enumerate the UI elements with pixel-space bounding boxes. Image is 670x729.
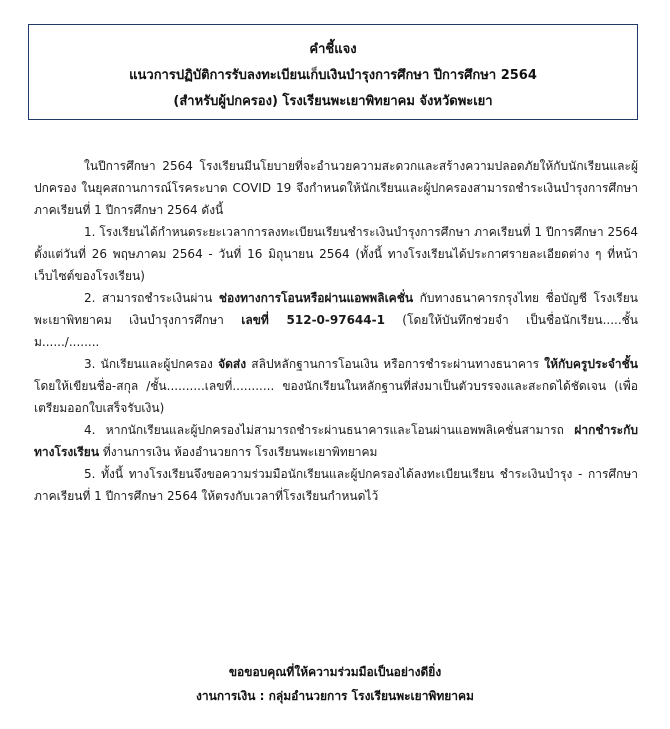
- item-4-text-2: ที่งานการเงิน ห้องอำนวยการ โรงเรียนพะเยาพิทยาคม: [99, 445, 378, 459]
- page-subtitle: แนวการปฏิบัติการรับลงทะเบียนเก็บเงินบำรุงการศึกษา ปีการศึกษา 2564: [129, 68, 537, 83]
- signoff: [0, 660, 670, 708]
- item-3-text-2: สลิปหลักฐานการโอนเงิน หรือการชำระผ่านทางธนาคาร: [246, 357, 545, 371]
- page-scope: (สำหรับผู้ปกครอง) โรงเรียนพะเยาพิทยาคม จังหวัดพะเยา: [173, 94, 493, 109]
- item-5: 5. ทั้งนี้ ทางโรงเรียนจึงขอความร่วมมือนักเรียนและผู้ปกครองได้ลงทะเบียนเรียน ชำระเงินบำรุง - การศึกษา ภาคเรียนที่ 1 ปีการศึกษา 2564 ให้ตรงกับเวลาที่โรงเรียนกำหนดไว้: [34, 467, 638, 503]
- title-box: [28, 24, 638, 120]
- department-line: งานการเงิน : กลุ่มอำนวยการ โรงเรียนพะเยาพิทยาคม: [196, 689, 474, 703]
- item-4-pay-at-school: ฝากชำระกับทางโรงเรียน: [34, 423, 638, 459]
- item-4: [34, 419, 638, 463]
- item-4-text: 4. หากนักเรียนและผู้ปกครองไม่สามารถชำระผ่านธนาคารและโอนผ่านแอพพลิเคชั่นสามารถ: [84, 423, 575, 437]
- item-3-recipient: ให้กับครูประจำชั้น: [544, 357, 638, 371]
- page-title: คำชี้แจง: [309, 42, 357, 57]
- intro-paragraph: ในปีการศึกษา 2564 โรงเรียนมีนโยบายที่จะอำนวยความสะดวกและสร้างความปลอดภัยให้กับนักเรียนและผู้ปกครอง ในยุคสถานการณ์โรคระบาด COVID 19 จึงกำหนดให้นักเรียนและผู้ปกครองสามารถชำระเงินบำรุงการศึกษา ภาคเรียนที่ 1 ปีการศึกษา 2564 ดังนี้: [34, 159, 638, 217]
- item-2-channel: ช่องทางการโอนหรือผ่านแอพพลิเคชั่น: [218, 291, 414, 305]
- item-2-text-3: (โดยให้บันทึกช่วยจำ เป็นชื่อนักเรียน.....ชั้น ม....../........: [34, 313, 638, 349]
- item-2-account-number: เลขที่ 512-0-97644-1: [241, 313, 385, 327]
- item-3-text: 3. นักเรียนและผู้ปกครอง: [84, 357, 219, 371]
- item-2-text-2: กับทางธนาคารกรุงไทย ชื่อบัญชี โรงเรียนพะเยาพิทยาคม เงินบำรุงการศึกษา: [34, 291, 638, 327]
- item-3-text-3: โดยให้เขียนชื่อ-สกุล /ชั้น..........เลขที่........... ของนักเรียนในหลักฐานที่ส่งมาเป็นตัวบรรจงและสะกดได้ชัดเจน (เพื่อเตรียมออกใบเสร็จรับเงิน): [34, 379, 638, 415]
- item-3: [34, 353, 638, 419]
- announcement-body: [34, 155, 638, 507]
- item-2-text: 2. สามารถชำระเงินผ่าน: [84, 291, 219, 305]
- item-1: 1. โรงเรียนได้กำหนดระยะเวลาการลงทะเบียนเรียนชำระเงินบำรุงการศึกษา ภาคเรียนที่ 1 ปีการศึกษา 2564 ตั้งแต่วันที่ 26 พฤษภาคม 2564 - วันที่ 16 มิถุนายน 2564 (ทั้งนี้ ทางโรงเรียนได้ประกาศรายละเอียดต่าง ๆ ที่หน้าเว็บไซต์ของโรงเรียน): [34, 225, 638, 283]
- thanks-line: ขอขอบคุณที่ให้ความร่วมมือเป็นอย่างดียิ่ง: [228, 665, 442, 679]
- item-3-send: จัดส่ง: [218, 357, 247, 371]
- item-2: [34, 287, 638, 353]
